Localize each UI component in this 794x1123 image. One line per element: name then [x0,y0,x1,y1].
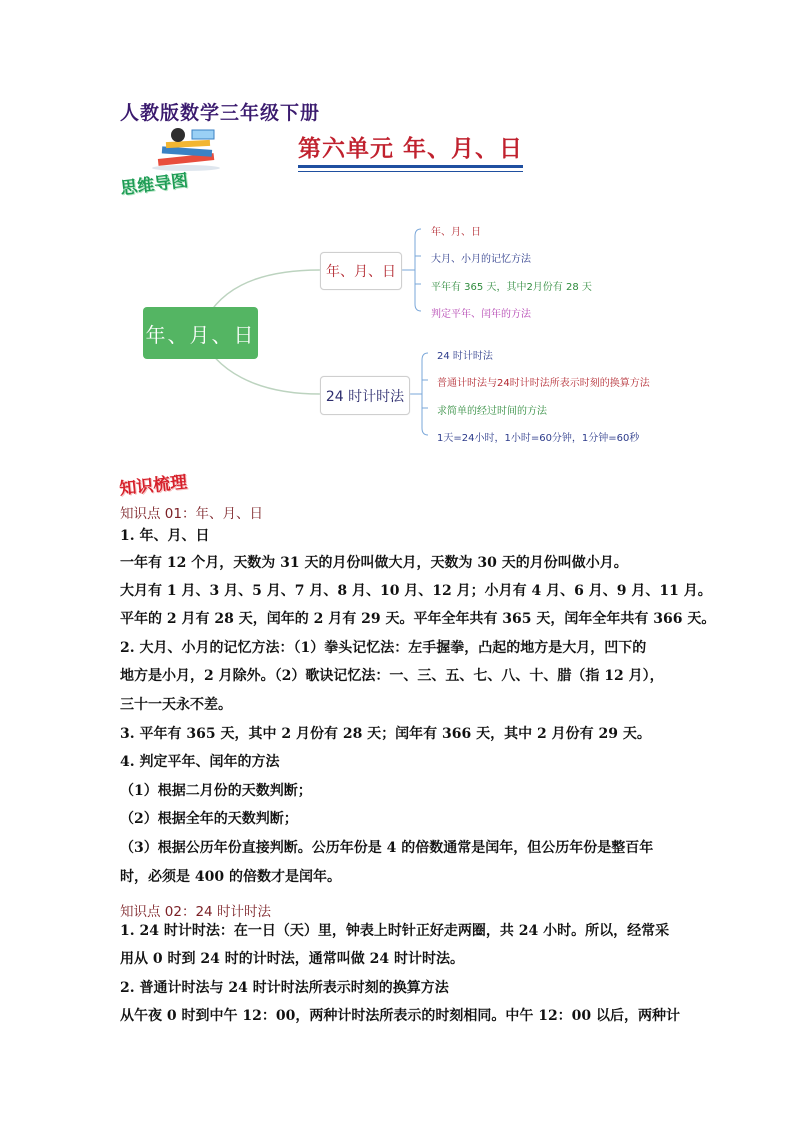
kp2-line: 1. 24 时计时法：在一日（天）里，钟表上时针正好走两圈，共 24 小时。所以，经常采 [120,923,670,939]
mind-map-root-node: 年、月、日 [143,307,258,359]
mind-map-leaf: 求简单的经过时间的方法 [437,406,547,417]
kp1-line: 三十一天永不差。 [120,697,232,713]
mind-map-leaf: 普通计时法与24时计时法所表示时刻的换算方法 [437,378,650,389]
mind-map-leaf: 平年有 365 天，其中2月份有 28 天 [431,282,592,293]
kp1-line: （3）根据公历年份直接判断。公历年份是 4 的倍数通常是闰年，但公历年份是整百年 [120,840,654,856]
kp1-line: 时，必须是 400 的倍数才是闰年。 [120,869,341,885]
kp1-line: 大月有 1 月、3 月、5 月、7 月、8 月、10 月、12 月；小月有 4 月、6 月、9 月、11 月。 [120,583,712,599]
knowledge-point-1-label: 知识点 01：年、月、日 [120,506,263,522]
mind-map-leaf: 24 时计时法 [437,351,493,362]
kp1-line: （2）根据全年的天数判断； [120,811,298,827]
mind-map-leaf: 大月、小月的记忆方法 [431,254,531,265]
kp1-line: 平年的 2 月有 28 天，闰年的 2 月有 29 天。平年全年共有 365 天，闰年全年共有 366 天。 [120,611,716,627]
kp2-line: 用从 0 时到 24 时的计时法，通常叫做 24 时计时法。 [120,951,464,967]
kp2-line: 从午夜 0 时到中午 12：00，两种计时法所表示的时刻相同。中午 12：00 以后，两种计 [120,1008,681,1024]
kp1-line: 一年有 12 个月，天数为 31 天的月份叫做大月，天数为 30 天的月份叫做小月。 [120,555,628,571]
unit-title: 第六单元 年、月、日 [298,130,523,168]
knowledge-point-2-label: 知识点 02：24 时计时法 [120,904,271,920]
kp1-line: （1）根据二月份的天数判断； [120,783,312,799]
mind-map-badge: 思维导图 [119,170,190,200]
mind-map-leaf: 1天=24小时，1小时=60分钟，1分钟=60秒 [437,433,640,444]
kp1-line: 2. 大月、小月的记忆方法：（1）拳头记忆法：左手握拳，凸起的地方是大月，凹下的 [120,640,647,656]
kp1-line: 3. 平年有 365 天，其中 2 月份有 28 天；闰年有 366 天，其中 2 月份有 29 天。 [120,726,651,742]
mind-map-branch-2: 24 时计时法 [320,376,410,415]
kp1-line: 4. 判定平年、闰年的方法 [120,754,280,770]
kp1-line: 地方是小月，2 月除外。（2）歌诀记忆法：一、三、五、七、八、十、腊（指 12 月）， [120,668,664,684]
mind-map-branch-1: 年、月、日 [320,252,402,290]
knowledge-badge: 知识梳理 [118,472,189,500]
series-title: 人教版数学三年级下册 [120,102,321,124]
kp2-line: 2. 普通计时法与 24 时计时法所表示时刻的换算方法 [120,980,449,996]
mind-map-leaf: 判定平年、闰年的方法 [431,309,531,320]
mind-map-leaf: 年、月、日 [431,227,481,238]
kp1-heading: 1. 年、月、日 [120,528,210,544]
